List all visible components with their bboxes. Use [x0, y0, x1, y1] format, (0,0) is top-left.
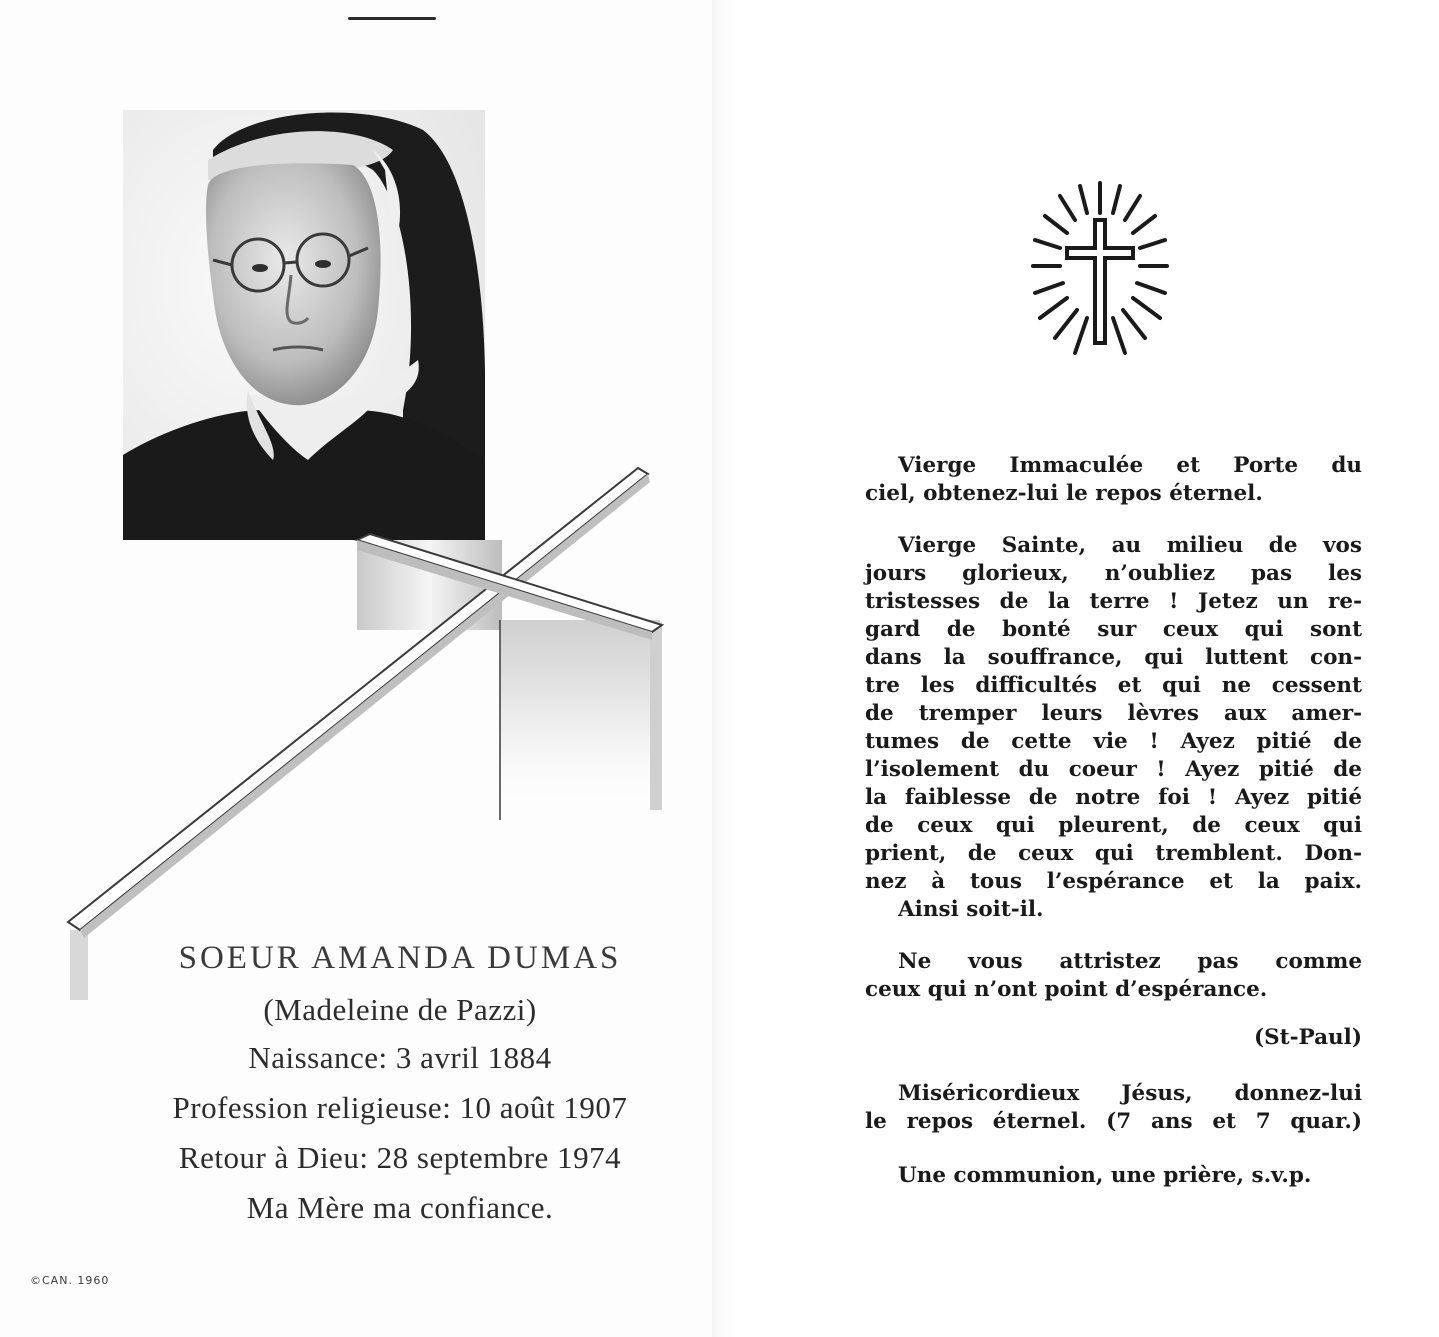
prayer-line: Vierge Sainte, au milieu de vos — [898, 533, 1362, 558]
religious-name: (Madeleine de Pazzi) — [263, 992, 537, 1027]
request-text: Une communion, une prière, s.v.p. — [898, 1163, 1312, 1188]
top-rule — [348, 17, 436, 20]
prayer-line: prient, de ceux qui tremblent. Don- — [865, 841, 1362, 866]
prayer-line: Ainsi soit-il. — [898, 897, 1044, 922]
prayer-holy-virgin — [865, 532, 1362, 924]
prayer-line: tristesses de la terre ! Jetez un re- — [865, 589, 1362, 614]
prayer-line: Vierge Immaculée et Porte du — [898, 453, 1362, 478]
copyright-mark: ©CAN. 1960 — [30, 1274, 110, 1287]
cross-illustration — [60, 460, 680, 1000]
prayer-line: gard de bonté sur ceux qui sont — [865, 617, 1362, 642]
prayer-line: de tremper leurs lèvres aux amer- — [865, 701, 1362, 726]
deceased-name: SOEUR AMANDA DUMAS — [178, 940, 622, 976]
scripture-attribution — [865, 1024, 1362, 1052]
radiant-cross-icon — [1025, 178, 1175, 363]
prayer-line: tumes de cette vie ! Ayez pitié de — [865, 729, 1362, 754]
attribution-text: (St-Paul) — [1253, 1025, 1362, 1050]
prayer-line: de ceux qui pleurent, de ceux qui — [865, 813, 1362, 838]
prayer-immaculate — [865, 452, 1362, 508]
prayer-line: ceux qui n’ont point d’espérance. — [865, 977, 1268, 1002]
prayer-line: dans la souffrance, qui luttent con- — [865, 645, 1362, 670]
motto: Ma Mère ma confiance. — [246, 1190, 554, 1225]
prayer-line: nez à tous l’espérance et la paix. — [865, 869, 1362, 894]
prayer-line: jours glorieux, n’oubliez pas les — [865, 561, 1362, 586]
prayer-line: ciel, obtenez-lui le repos éternel. — [865, 481, 1263, 506]
prayer-jesus — [865, 1080, 1362, 1136]
prayer-scripture — [865, 948, 1362, 1004]
prayer-line: la faiblesse de notre foi ! Ayez pitié — [865, 785, 1362, 810]
prayer-request — [865, 1162, 1362, 1190]
profession-date: Profession religieuse: 10 août 1907 — [172, 1090, 628, 1125]
death-date: Retour à Dieu: 28 septembre 1974 — [178, 1140, 622, 1175]
birth-date: Naissance: 3 avril 1884 — [248, 1040, 552, 1075]
prayer-line: le repos éternel. (7 ans et 7 quar.) — [865, 1109, 1362, 1134]
prayer-line: tre les difficultés et qui ne cessent — [865, 673, 1362, 698]
prayer-line: Ne vous attristez pas comme — [898, 949, 1362, 974]
prayer-line: l’isolement du coeur ! Ayez pitié de — [865, 757, 1362, 782]
memorial-card-front — [0, 0, 715, 1337]
prayer-line: Miséricordieux Jésus, donnez-lui — [898, 1081, 1362, 1106]
